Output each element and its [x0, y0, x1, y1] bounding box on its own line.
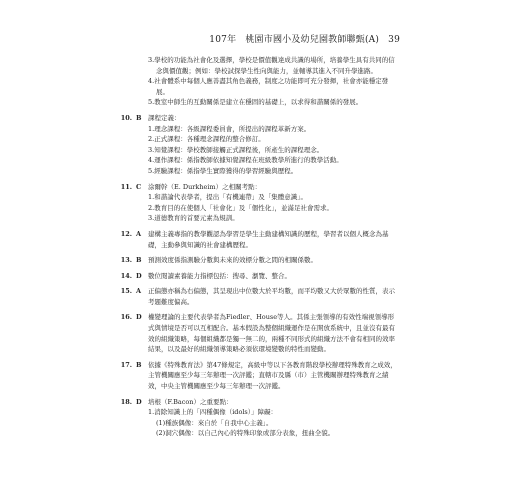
item-line: 5.經驗課程：係指學生實際獲得的學習經驗與歷程。 [148, 166, 298, 175]
item-answer: B [136, 256, 142, 265]
item-number-answer [108, 113, 148, 177]
item-line: 4.運作課程：係指教師依據知覺課程在班級教學所進行的教學活動。 [148, 156, 343, 165]
item-answer: A [136, 229, 142, 238]
intro-line: 3.學校的功能為社會化及選擇，學校是價值觀達成共識的場所，培養學生具有共同的信念與價值觀；例如：學校試探學生性向與能力，並輔導其進入不同升學進路。 [148, 56, 395, 75]
item-number: 14. [120, 271, 132, 280]
item-number: 16. [120, 313, 132, 322]
answer-item [108, 312, 398, 354]
item-line: 3.道德教育的首要元素為規訓。 [148, 214, 239, 223]
item-line: 建構主義專指的教學觀認為學習是學生主動建構知識的歷程，學習者以個人概念為基礎，主動參與知識的社會建構歷程。 [148, 229, 389, 249]
header-title: 桃園市國小及幼兒園教師聯甄(A) [245, 35, 380, 45]
item-line: 1.和諧論代表學者，提出「有機連帶」及「集體意識」。 [148, 193, 307, 202]
answer-item [108, 397, 398, 439]
item-number: 15. [120, 287, 132, 296]
item-number: 17. [120, 360, 132, 369]
intro-line: 4.社會體系中每個人應善盡其角色義務，制度之功能即可充分發揮，社會亦能穩定發展。 [148, 77, 389, 96]
item-number-answer [108, 271, 148, 282]
item-number-answer [108, 286, 148, 307]
item-answer: D [136, 271, 142, 280]
item-line: 3.知覺課程：學校教師接觸正式課程後，所產生的課程理念。 [148, 145, 324, 154]
item-line: 2.正式課程：各種理念課程的整合修訂。 [148, 135, 265, 144]
header-year: 107年 [209, 35, 237, 45]
answer-item [108, 113, 398, 177]
item-line: 1.理念課程：各級課程委員會，所提出的課程革新方案。 [148, 124, 311, 133]
item-line: 數位閱讀素養能力指標包括：搜尋、瀏覽、整合。 [148, 271, 291, 280]
item-answer: D [136, 313, 142, 322]
item-number-answer [108, 397, 148, 439]
item-line: (2)洞穴偶像：以自己內心的特殊印象或部分表象，扭曲全貌。 [156, 429, 335, 438]
item-number-answer [108, 182, 148, 224]
answer-item [108, 360, 398, 392]
answer-item [108, 271, 398, 282]
item-line: 2.教育目的在使個人「社會化」及「個性化」，並滿足社會需求。 [148, 203, 333, 212]
item-number: 18. [120, 397, 132, 406]
item-line: 培根（F.Bacon）之重要點： [148, 397, 233, 406]
item-number-answer [108, 229, 148, 250]
answer-item [108, 182, 398, 224]
answer-explanations [108, 55, 398, 439]
item-number: 10. [120, 113, 132, 122]
item-number: 13. [120, 256, 132, 265]
item-line: (1)種族偶像：來自於「自我中心主義」。 [156, 418, 273, 427]
answer-item [108, 286, 398, 307]
item-answer: B [136, 360, 142, 369]
intro-line: 5.教室中師生的互動關係是建立在穩固的基礎上，以求得和諧關係的發展。 [148, 98, 363, 107]
item-number-answer [108, 312, 148, 354]
item-line: 依據《特殊教育法》第47條規定，高級中等以下各教育階段學校辦理特殊教育之成效，主管機關應至少每三年辦理一次評鑑；直轄市及縣（市）主管機關辦理特殊教育之績效，中央主管機關應至少每三年辦理一次評鑑。 [148, 360, 397, 391]
answer-item [108, 229, 398, 250]
item-answer: A [136, 287, 142, 296]
item-number: 12. [120, 229, 132, 238]
item-line: 涂爾幹（E. Durkheim）之相關考點： [148, 182, 262, 191]
item-answer: D [136, 397, 142, 406]
item-line: 1.消除知識上的「四種偶像（idols）」障礙： [148, 408, 278, 417]
answer-item [108, 255, 398, 266]
page-header [0, 32, 400, 45]
intro-block [108, 55, 398, 108]
item-number-answer [108, 255, 148, 266]
item-answer: B [136, 113, 142, 122]
item-line: 正偏態亦稱為右偏態，其呈現出中位數大於平均數，而平均數又大於眾數的性質，表示考題難度偏高。 [148, 287, 395, 306]
item-number: 11. [120, 182, 132, 191]
item-line: 權變理論的主要代表學者為Fiedler、House等人。其係主張領導的有效性端視領導形式與情境是否可以互相配合。基本假設為整個組織運作是在開放系統中，且並沒有最有效的組織策略，每個組織都是獨一無二的，兩種不同形式的組織方法不會有相同的效率結果，以及最好的組織領導策略必須依環境變數的特性而變動。 [148, 313, 395, 354]
item-answer: C [136, 182, 142, 191]
item-number-answer [108, 360, 148, 392]
header-page-number: 39 [388, 35, 400, 45]
item-line: 課程定義： [148, 113, 181, 122]
item-line: 預測效度係指測驗分數與未來的效標分數之間的相關係數。 [148, 256, 317, 265]
